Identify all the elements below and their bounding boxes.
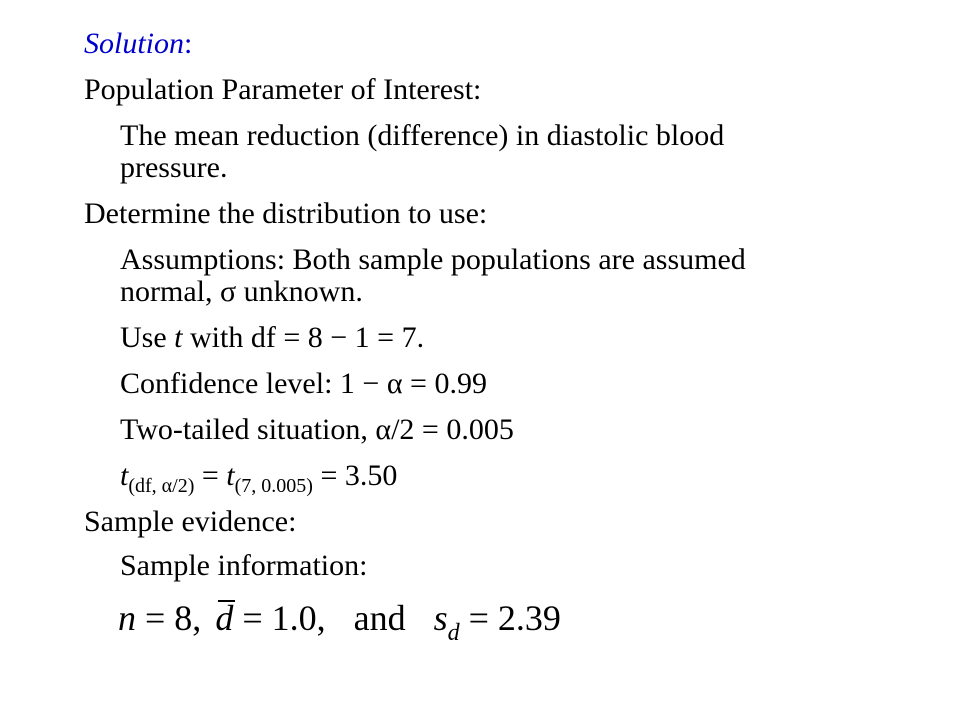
formula-s-val: = 2.39 <box>459 598 561 638</box>
crit-t1: t <box>120 459 129 492</box>
crit-eq2: = 3.50 <box>312 459 398 492</box>
formula-d-bar-var: d <box>215 598 234 638</box>
crit-sub2: (7, 0.005) <box>234 475 313 497</box>
use-suffix: with df = 8 − 1 = 7. <box>182 321 425 354</box>
formula-s-sub: d <box>447 620 460 646</box>
use-prefix: Use <box>120 321 175 354</box>
assumptions-line-1: Assumptions: Both sample populations are assumed <box>120 243 746 276</box>
formula-n-var: n <box>118 598 136 638</box>
critical-t-value <box>120 459 398 497</box>
two-tailed-situation: Two-tailed situation, α/2 = 0.005 <box>120 413 514 446</box>
parameter-text-line-1: The mean reduction (difference) in diastolic blood <box>120 119 725 152</box>
solution-title <box>84 28 192 60</box>
parameter-text-line-2: pressure. <box>120 151 228 184</box>
solution-title-colon: : <box>184 27 193 60</box>
crit-sub1: (df, α/2) <box>128 475 195 497</box>
sample-formula <box>118 598 561 646</box>
crit-eq1: = <box>194 459 227 492</box>
assumptions-line-2: normal, σ unknown. <box>120 275 363 308</box>
solution-title-text: Solution <box>84 27 185 60</box>
formula-and: and <box>353 598 406 638</box>
formula-d-val: = 1.0, <box>233 598 326 638</box>
degrees-of-freedom <box>120 322 424 354</box>
confidence-level: Confidence level: 1 − α = 0.99 <box>120 367 487 400</box>
formula-s-var: s <box>433 598 448 638</box>
use-t-symbol: t <box>174 321 183 354</box>
parameter-heading: Population Parameter of Interest: <box>84 73 482 106</box>
formula-n-val: = 8, <box>136 598 202 638</box>
sample-information: Sample information: <box>120 549 368 582</box>
evidence-heading: Sample evidence: <box>84 505 297 538</box>
crit-t2: t <box>226 459 235 492</box>
distribution-heading: Determine the distribution to use: <box>84 197 488 230</box>
